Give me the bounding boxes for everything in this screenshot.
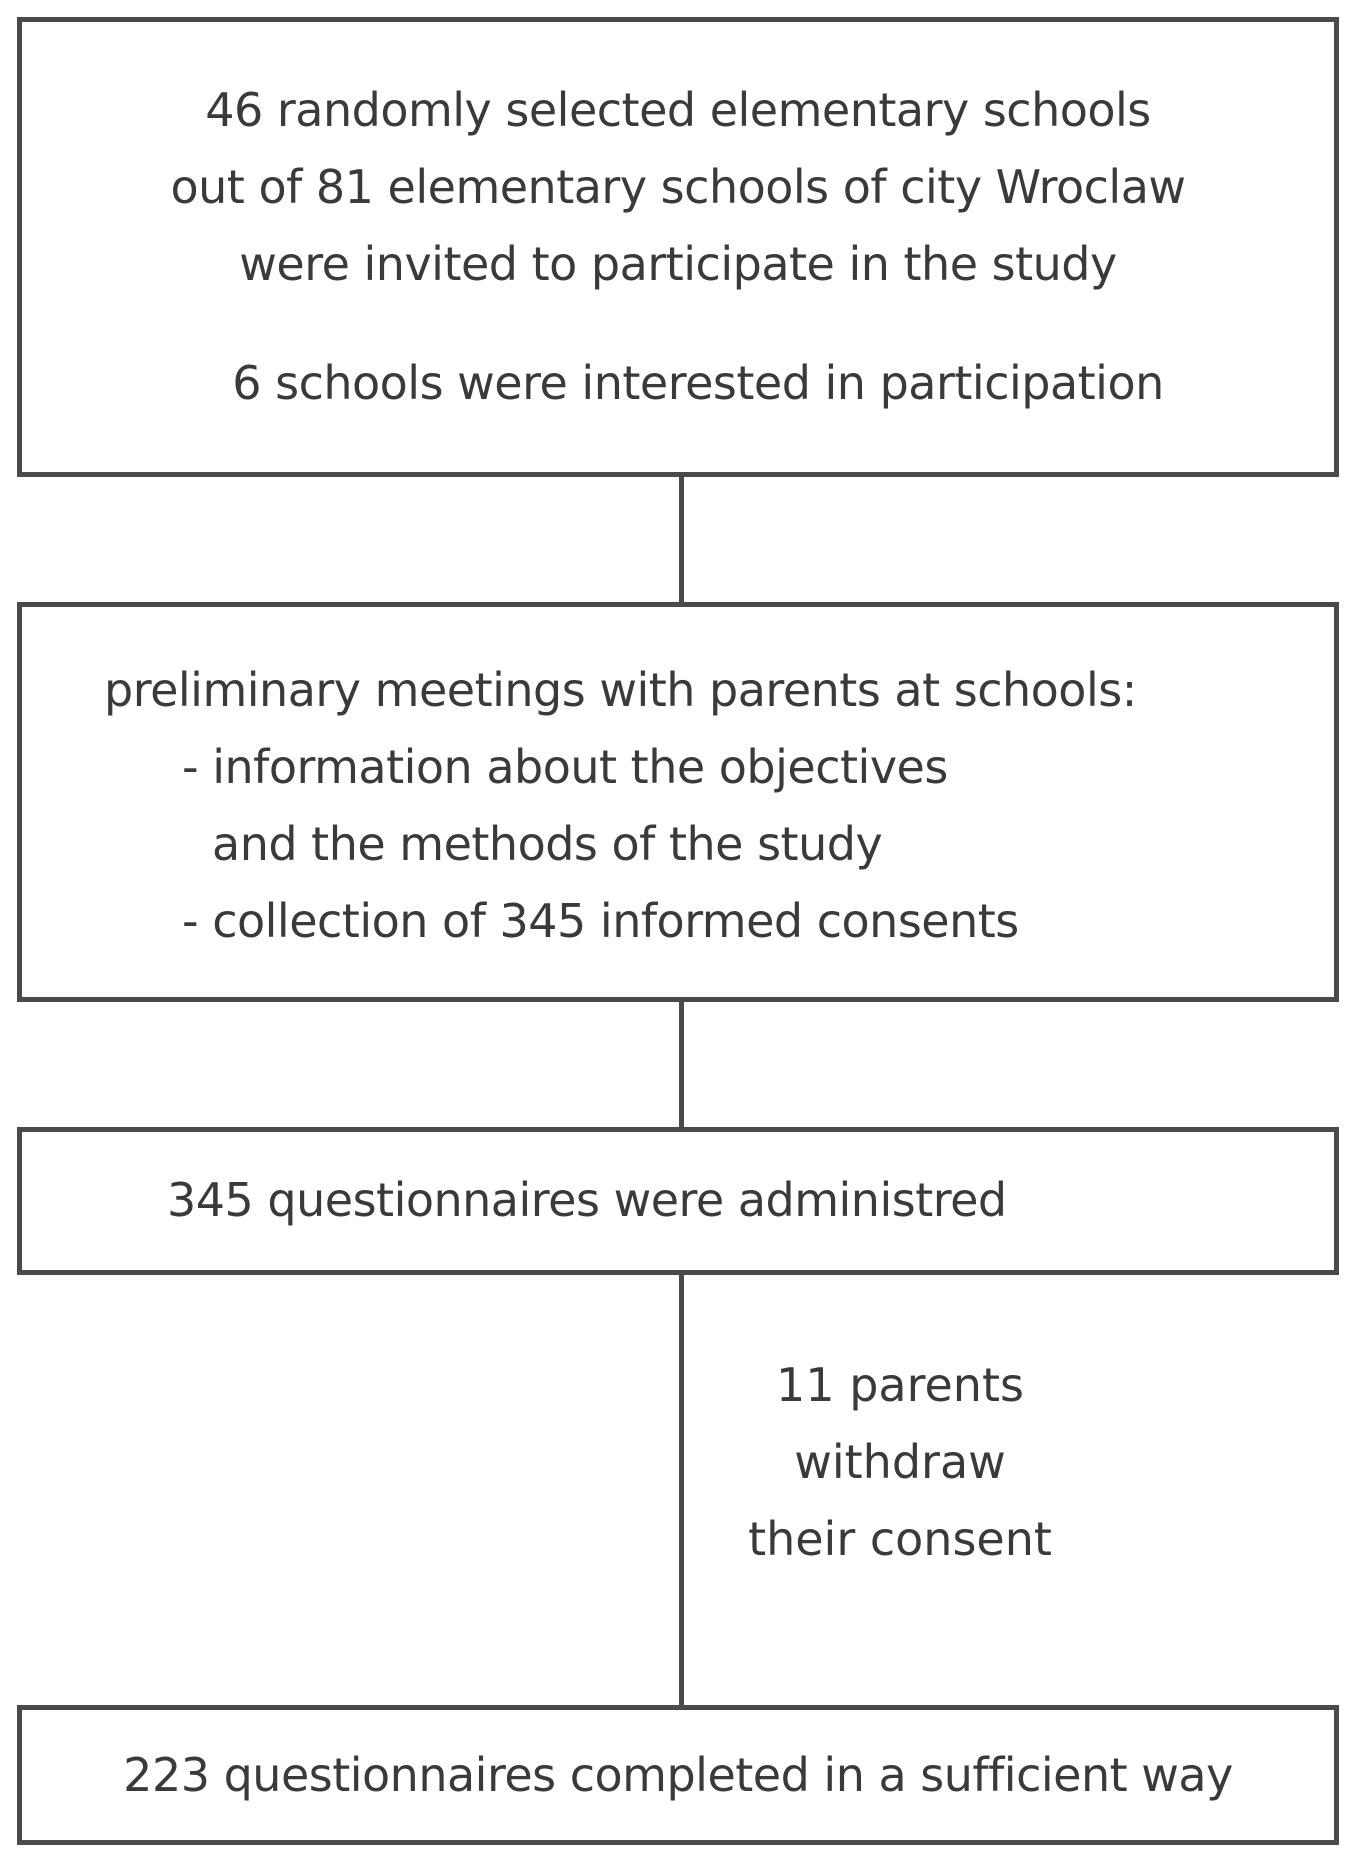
exclusion-line-1: 11 parents (776, 1358, 1024, 1412)
exclusion-line-2: withdraw (794, 1435, 1006, 1489)
exclusion-note (720, 1357, 1080, 1588)
meetings-bullet-2: - collection of 345 informed consents (182, 894, 1019, 948)
step-box-meetings (17, 602, 1339, 1002)
completed-text: 223 questionnaires completed in a sufficient way (123, 1748, 1233, 1802)
exclusion-line-3: their consent (748, 1512, 1052, 1566)
invitation-line-3: were invited to participate in the study (239, 237, 1117, 291)
step-box-administered (17, 1127, 1339, 1275)
step-box-invitation (17, 17, 1339, 477)
invitation-line-1: 46 randomly selected elementary schools (205, 83, 1151, 137)
connector-arrow-1 (679, 477, 684, 602)
meetings-heading: preliminary meetings with parents at schools: (104, 663, 1137, 717)
administered-text: 345 questionnaires were administred (167, 1173, 1007, 1227)
interest-note: 6 schools were interested in participation (232, 356, 1164, 410)
connector-arrow-3 (679, 1275, 684, 1705)
connector-arrow-2 (679, 1002, 684, 1127)
meetings-bullet-1-line-2: and the methods of the study (212, 817, 883, 871)
meetings-bullet-1-line-1: - information about the objectives (182, 740, 948, 794)
step-box-completed (17, 1705, 1339, 1845)
invitation-line-2: out of 81 elementary schools of city Wroclaw (170, 160, 1186, 214)
